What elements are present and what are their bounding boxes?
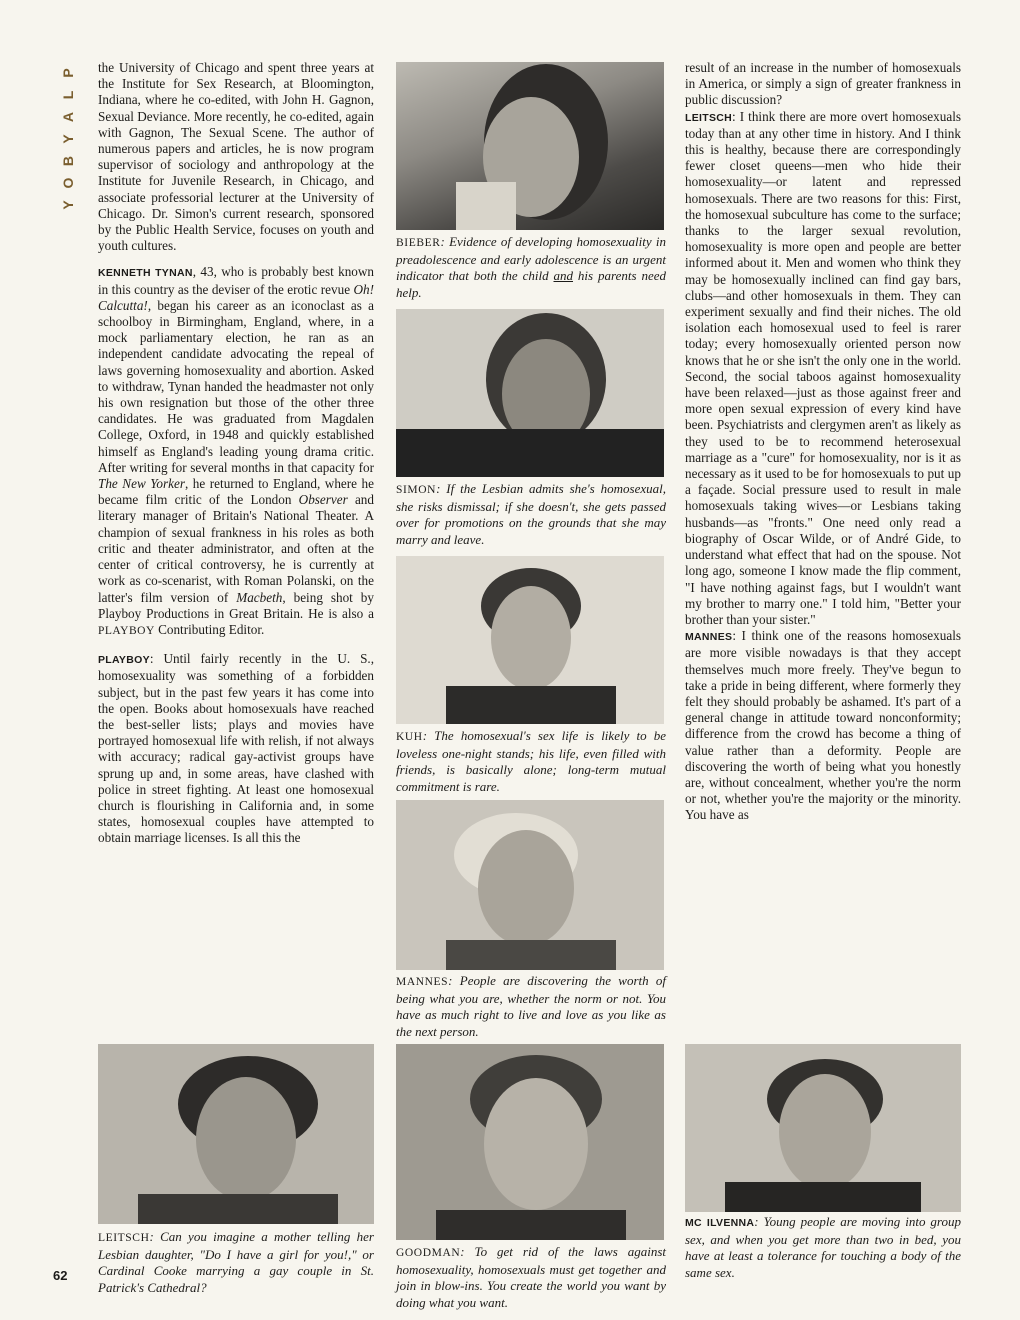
magazine-name-letter: B [60, 155, 76, 167]
playboy-smallcaps: PLAYBOY [98, 624, 155, 637]
photo-bieber [396, 62, 664, 230]
text-run: : I think one of the reasons homosexuals are more visible nowadays is that they accept themselves much more freely. They've begun to take a pride in being different, where formerly they felt they should probably be ashamed. It's part of a general change in attitude toward nonconformity; difference from the crowd has become a thing of value rather than a deformity. People are discovering the worth of being what you honestly are, without concealment, whether you're the norm or not, whether you're the majority or the minority. You have as [685, 628, 961, 823]
caption-text: his parents need help. [396, 268, 666, 300]
photo-leitsch [98, 1044, 374, 1224]
magazine-name-letter: Y [60, 134, 76, 144]
caption-text: : The homosexual's sex life is likely to be loveless one-night stands; his life, even filled with friends, is basically alone; long-term mutual commitment is rare. [396, 728, 666, 794]
magazine-name-letter: A [60, 111, 76, 123]
caption-mannes [396, 973, 666, 1040]
caption-mcilvenna [685, 1214, 961, 1281]
caption-text: : If the Lesbian admits she's homosexual, she risks dismissal; if she doesn't, she gets passed over for promotions on the grounds that she may marry and leave. [396, 481, 666, 547]
caption-text: : To get rid of the laws against homosexuality, homosexuals must get together and join in blow-ins. You create the world you want by doing what you want. [396, 1244, 666, 1310]
caption-kuh [396, 728, 666, 795]
photo-simon [396, 309, 664, 477]
caption-text: : Evidence of developing homosexuality in preadolescence and early adolescence is an urgent indicator that both the child [396, 234, 666, 283]
speaker-name: PLAYBOY [98, 654, 150, 667]
text-run: , began his career as an iconoclast as a schoolboy in Birmingham, England, where, in a mock parliamentary election, he ran as an independent candidate advocating the repeal of laws governing homosexuality and abortion. Asked to withdraw, Tynan handed the headmaster not only his own resignation but those of the other three candidates. He was graduated from Magdalen College, Oxford, in 1948 and quickly established himself as England's leading young drama critic. After writing for several months in that capacity for [98, 297, 374, 475]
caption-text: : Can you imagine a mother telling her Lesbian daughter, "Do I have a girl for you!," or Cardinal Cooke marrying a gay couple in St. Patrick's Cathedral? [98, 1229, 374, 1295]
simon-bio-continued: the University of Chicago and spent three years at the Institute for Sex Research, at Bloomington, Indiana, where he co-edited, with John H. Gagnon, Sexual Deviance. More recently, he co-edited, again with Gagnon, The Sexual Scene. The author of numerous papers and articles, he is now program supervisor of sociology and anthropology at the Institute for Juvenile Research, in Chicago, and associate professorial lecturer at the University of Chicago. Dr. Simon's current research, sponsored by the Public Health Service, focuses on youth and youth cultures. [98, 60, 374, 254]
caption-goodman [396, 1244, 666, 1311]
text-run: , 43, who is probably best known in this country as the deviser of the erotic revue [98, 264, 375, 297]
playboy-question-continued: result of an increase in the number of homosexuals in America, or simply a sign of greater frankness in public discussion? [685, 60, 961, 108]
playboy-question [98, 651, 374, 846]
magazine-name-letter: L [60, 90, 76, 100]
tynan-bio [98, 264, 374, 639]
caption-name: SIMON [396, 484, 437, 496]
speaker-name: MANNES [685, 631, 733, 644]
photo-mannes [396, 800, 664, 970]
photo-goodman [396, 1044, 664, 1240]
italic-title: The New Yorker [98, 476, 185, 492]
caption-name: MC ILVENNA [685, 1217, 755, 1229]
caption-text: : People are discovering the worth of being what you are, whether the norm or not. You have as much right to live and love as you like as the next person. [396, 973, 666, 1039]
photo-mcilvenna [685, 1044, 961, 1212]
caption-leitsch [98, 1229, 374, 1296]
caption-text: : Young people are moving into group sex, and when you get more than two in bed, you have at least a tolerance for touching a body of the same sex. [685, 1214, 962, 1280]
caption-name: MANNES [396, 976, 449, 988]
photo-kuh [396, 556, 664, 724]
speaker-name: KENNETH TYNAN [98, 267, 193, 280]
text-run: , being shot by Playboy Productions in Great Britain. He is also a [98, 589, 374, 621]
magazine-name-letter: O [60, 177, 76, 189]
leitsch-answer [685, 109, 961, 629]
text-run: , he returned to England, where he became film critic of the London [98, 476, 375, 508]
magazine-name-letter: P [60, 68, 76, 78]
caption-name: BIEBER [396, 237, 441, 249]
caption-bieber [396, 234, 666, 301]
italic-title: Oh! Calcutta! [98, 281, 374, 313]
caption-name: LEITSCH [98, 1232, 150, 1244]
text-run: : I think there are more overt homosexuals today than at any other time in history. And I think this is healthy, because there are correspondingly fewer closet queens—men who hide their homosexuality—or latent and repressed homosexuals. There are two reasons for this: First, the homosexual subculture has come to the surface; thanks to the larger sexual revolution, homosexuality is more open and people are better informed about it. Men and women who think they may be homosexually inclined can find gay bars, clubs—and other homosexuals in them. They can experiment sexually and find their niches. The old isolation each homosexual used to feel is rarer today; every homosexually oriented person now knows that he or she isn't the only one in the world. Second, the social taboos against homosexuality have been relaxed—just as those against freer and more open sexual expression of every kind have been. Psychiatrists and clergymen aren't as likely as they used to be to recommend heterosexual marriage as a "cure" for homosexuality, nor is it as necessary as it used to be for homosexuals to put up a façade. Social pressure used to result in male homosexuals taking wives—or Lesbians taking husbands—as "fronts." One need only read a biography of Oscar Wilde, or of André Gide, to understand what effect that had on the spouse. Not long ago, someone I know made the flip comment, "I have nothing against fags, but I wouldn't want my brother to marry one." I told him, "Better your brother than your sister." [685, 108, 961, 627]
italic-title: Macbeth [236, 589, 283, 605]
text-run: : Until fairly recently in the U. S., homosexuality was something of a forbidden subject, but in the past few years it has come into the open. Books about homosexuals have reached the best-seller lists; plays and movies have portrayed homosexual life with relish, if not always with accuracy; radical gay-activist groups have sprung up and, in some areas, have clashed with police in street fighting. At least one homosexual church is flourishing in California and, in some states, homosexual couples have attempted to obtain marriage licenses. Is all this the [98, 651, 374, 846]
mannes-answer [685, 628, 961, 823]
italic-title: Observer [298, 492, 348, 508]
column-1 [98, 60, 374, 847]
text-run: and literary manager of Britain's National Theater. A champion of sexual frankness in his roles as both critic and theater administrator, and often at the center of critical controversy, he is currently at work as co-scenarist, with Roman Polanski, on the latter's film version of [98, 492, 374, 605]
magazine-name-letter: Y [60, 200, 76, 210]
text-run: Contributing Editor. [154, 621, 265, 637]
column-3 [685, 60, 961, 824]
magazine-name-vertical [58, 62, 78, 212]
page-number: 62 [53, 1268, 68, 1283]
caption-name: GOODMAN [396, 1247, 461, 1259]
caption-name: KUH [396, 731, 423, 743]
caption-simon [396, 481, 666, 548]
caption-underlined: and [553, 268, 573, 283]
speaker-name: LEITSCH [685, 111, 733, 124]
